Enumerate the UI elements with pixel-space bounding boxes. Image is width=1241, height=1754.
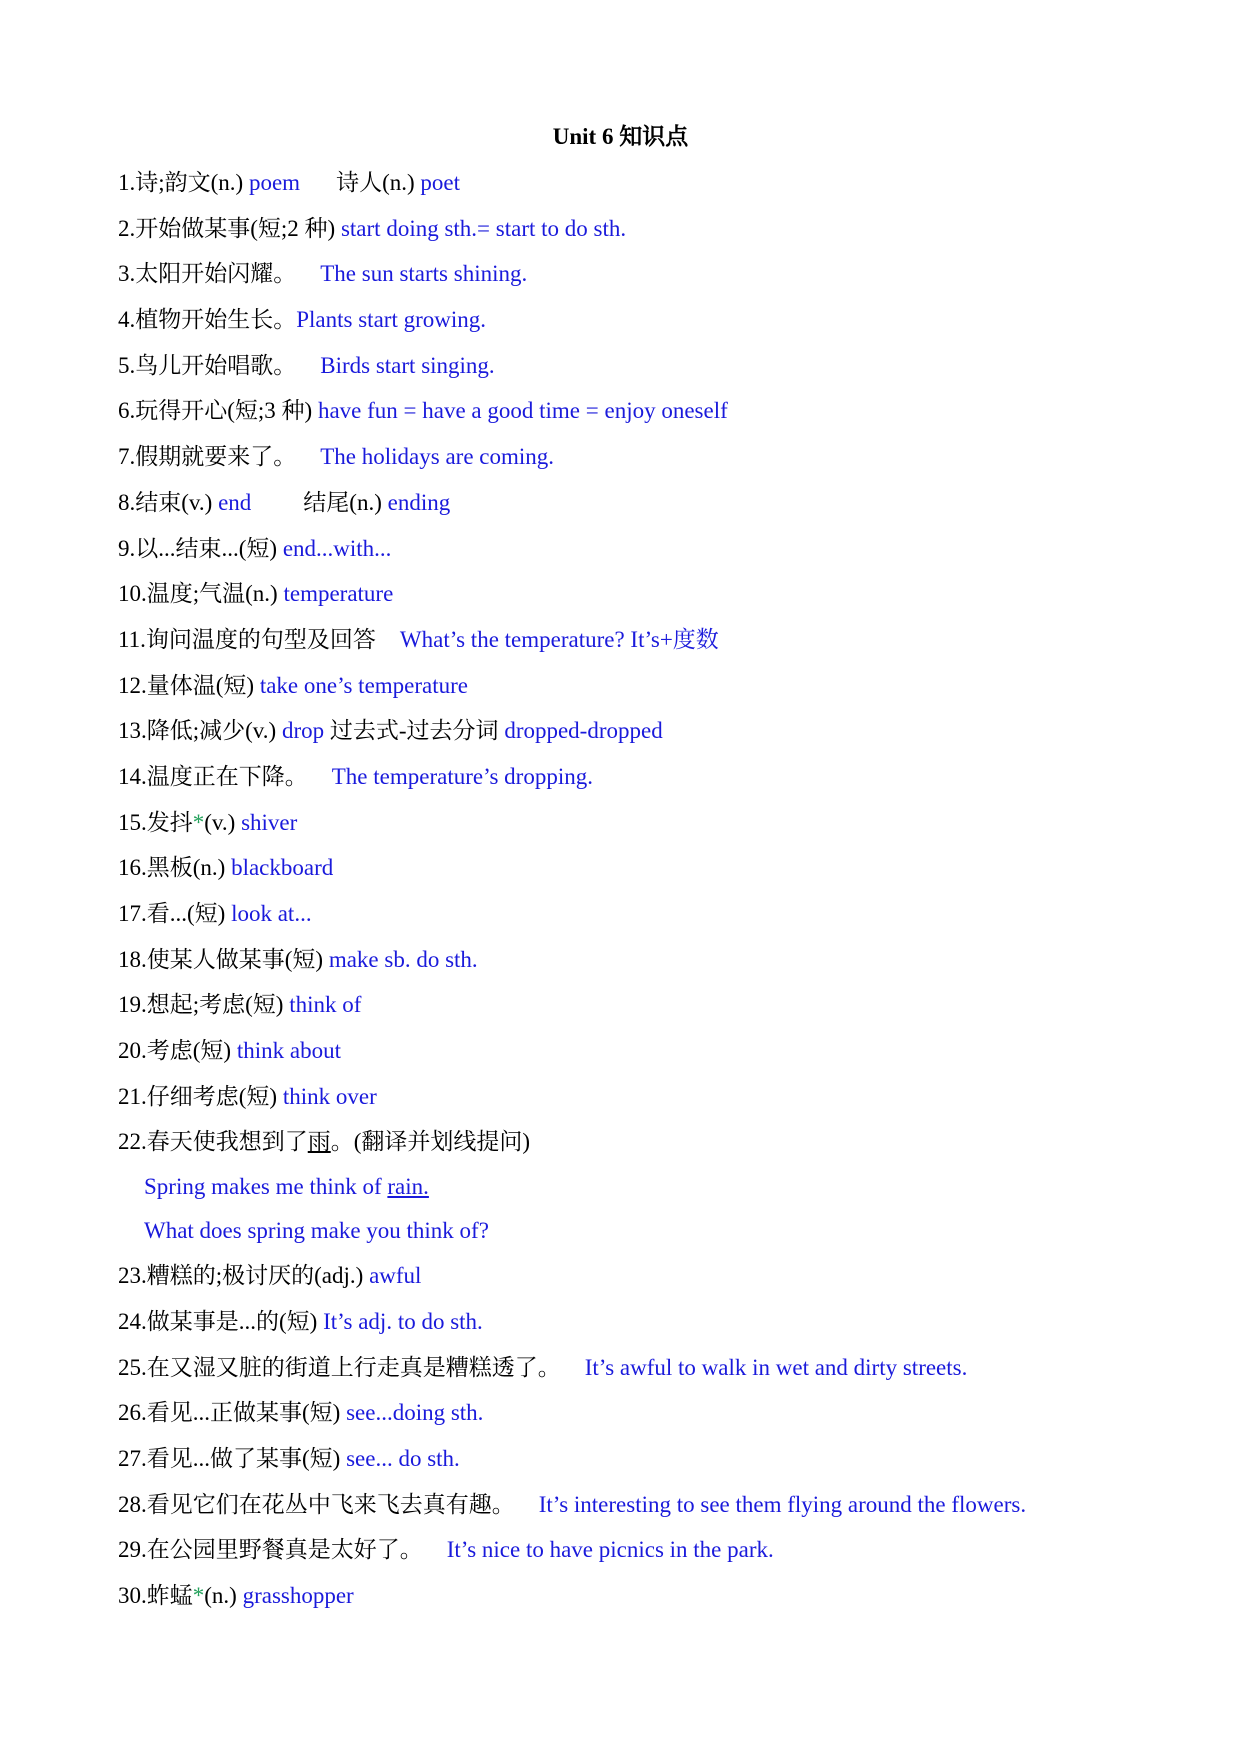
item-number: 20. [118,1038,147,1064]
chinese-text: 使某人做某事(短) [146,946,329,972]
item-number: 16. [118,855,147,881]
english-text: think over [282,1083,377,1109]
list-item-14 [118,754,1201,800]
english-text: drop [281,718,325,744]
item-number: 24. [118,1308,147,1334]
item-number: 7. [118,444,136,470]
chinese-text: 降低;减少(v.) [146,718,282,744]
chinese-text: 结束(v.) [135,489,219,515]
item-number: 5. [118,352,136,378]
english-text-2: ending [387,489,451,515]
chinese-text: 在又湿又脏的街道上行走真是糟糕透了。 [146,1354,561,1380]
list-item-24 [118,1299,1201,1345]
english-text: Birds start singing. [320,352,495,378]
english-text: Plants start growing. [296,307,486,333]
english-text: The holidays are coming. [320,444,555,470]
chinese-text: 量体温(短) [146,672,260,698]
item-number: 6. [118,398,136,424]
chinese-text: 温度;气温(n.) [146,581,284,607]
item-number: 19. [118,992,147,1018]
chinese-text: 鸟儿开始唱歌。 [135,352,297,378]
list-item-16 [118,845,1201,891]
chinese-text-suffix: (n.) [204,1582,243,1608]
item-number: 15. [118,809,147,835]
english-text: It’s adj. to do sth. [323,1308,483,1334]
english-text: start doing sth.= start to do sth. [340,215,627,241]
underlined-word: 雨 [307,1129,331,1155]
list-item-21 [118,1074,1201,1120]
chinese-text: 假期就要来了。 [135,444,297,470]
page-title: Unit 6 知识点 [552,124,689,149]
item-number: 17. [118,901,147,926]
english-text: think of [289,992,362,1018]
list-item-19 [118,982,1201,1028]
list-item-11 [118,617,1201,663]
chinese-text-2: 诗人(n.) [336,170,421,195]
english-text: think about [236,1038,341,1064]
english-text: What’s the temperature? It’s+度数 [399,626,719,652]
chinese-text: 看见...正做某事(短) [146,1400,347,1426]
list-item-17 [118,891,1201,937]
item-number: 12. [118,672,147,698]
list-item-9 [118,526,1201,572]
list-item-27 [118,1436,1201,1482]
english-text: The temperature’s dropping. [331,763,593,789]
english-text: The sun starts shining. [320,261,528,287]
chinese-text: 看见它们在花丛中飞来飞去真有趣。 [146,1491,515,1517]
english-text: Spring makes me think of [144,1174,388,1200]
english-text-2: poet [420,170,461,195]
list-item-22-answer-1 [118,1165,1201,1209]
english-text: have fun = have a good time = enjoy oneself [317,398,728,424]
list-item-30 [118,1573,1201,1619]
list-item-13 [118,708,1201,754]
item-number: 9. [118,535,136,561]
list-item-5 [118,343,1201,389]
item-number: 10. [118,581,147,607]
item-number: 1. [118,170,136,195]
list-item-3 [118,251,1201,297]
item-number: 13. [118,718,147,744]
item-number: 28. [118,1491,147,1517]
list-item-22-answer-2 [118,1209,1201,1253]
chinese-text: 仔细考虑(短) [146,1083,283,1109]
item-number: 21. [118,1083,147,1109]
list-item-22 [118,1119,1201,1165]
list-item-20 [118,1028,1201,1074]
list-item-2 [118,206,1201,252]
list-item-6 [118,388,1201,434]
chinese-text: 黑板(n.) [146,855,232,881]
list-item-8 [118,480,1201,526]
underlined-word: rain. [387,1174,429,1200]
item-number: 11. [118,626,146,652]
list-item-25 [118,1345,1201,1391]
chinese-text: 温度正在下降。 [146,763,308,789]
list-item-18 [118,937,1201,983]
chinese-text-2: 结尾(n.) [303,489,388,515]
chinese-text: 在公园里野餐真是太好了。 [146,1537,423,1563]
list-item-28 [118,1482,1201,1528]
item-number: 3. [118,261,136,287]
chinese-text: 看见...做了某事(短) [146,1445,347,1471]
knowledge-list [118,160,1201,1619]
list-item-26 [118,1390,1201,1436]
chinese-text-suffix: 。(翻译并划线提问) [330,1129,531,1155]
list-item-4 [118,297,1201,343]
chinese-text: 开始做某事(短;2 种) [135,215,341,241]
english-text: It’s interesting to see them flying around the flowers. [538,1491,1027,1517]
chinese-text: 想起;考虑(短) [146,992,290,1018]
item-number: 4. [118,307,136,333]
item-number: 8. [118,489,136,515]
item-number: 26. [118,1400,147,1426]
chinese-text: 诗;韵文(n.) [135,170,249,195]
english-text: see...doing sth. [346,1400,484,1426]
item-number: 2. [118,215,136,241]
english-text: grasshopper [242,1582,354,1608]
chinese-text: 玩得开心(短;3 种) [135,398,318,424]
list-item-7 [118,434,1201,480]
list-item-10 [118,571,1201,617]
item-number: 18. [118,946,147,972]
list-item-15 [118,800,1201,846]
english-text: look at... [231,901,312,926]
english-text: awful [369,1263,422,1289]
english-text: It’s nice to have picnics in the park. [446,1537,774,1563]
english-text: end...with... [282,535,392,561]
english-text: see... do sth. [346,1445,460,1471]
chinese-text: 蚱蜢 [146,1582,193,1608]
chinese-text-2: 过去式-过去分词 [324,718,505,744]
chinese-text: 看...(短) [146,901,232,926]
chinese-text: 太阳开始闪耀。 [135,261,297,287]
item-number: 14. [118,763,147,789]
item-number: 27. [118,1445,147,1471]
item-number: 30. [118,1582,147,1608]
chinese-text: 春天使我想到了 [146,1129,308,1155]
english-text: end [218,489,252,515]
item-number: 23. [118,1263,147,1289]
item-number: 25. [118,1354,147,1380]
chinese-text: 以...结束...(短) [135,535,283,561]
list-item-23 [118,1253,1201,1299]
list-item-29 [118,1527,1201,1573]
chinese-text: 植物开始生长。 [135,307,297,333]
english-text: take one’s temperature [259,672,469,698]
english-text: temperature [283,581,394,607]
english-text: What does spring make you think of? [144,1218,489,1244]
chinese-text: 考虑(短) [146,1038,237,1064]
item-number: 29. [118,1537,147,1563]
english-text: It’s awful to walk in wet and dirty streets. [584,1354,968,1380]
chinese-text: 糟糕的;极讨厌的(adj.) [146,1263,370,1289]
chinese-text: 发抖 [146,809,193,835]
chinese-text: 询问温度的句型及回答 [145,626,376,652]
chinese-text-suffix: (v.) [204,809,242,835]
english-text: blackboard [231,855,334,881]
list-item-1 [118,160,1201,206]
english-text: make sb. do sth. [328,946,478,972]
list-item-12 [118,663,1201,709]
asterisk-mark: * [192,809,205,835]
english-text: poem [248,170,301,195]
asterisk-mark: * [192,1582,205,1608]
english-text: shiver [241,809,298,835]
chinese-text: 做某事是...的(短) [146,1308,324,1334]
item-number: 22. [118,1129,147,1155]
english-text-2: dropped-dropped [504,718,663,744]
